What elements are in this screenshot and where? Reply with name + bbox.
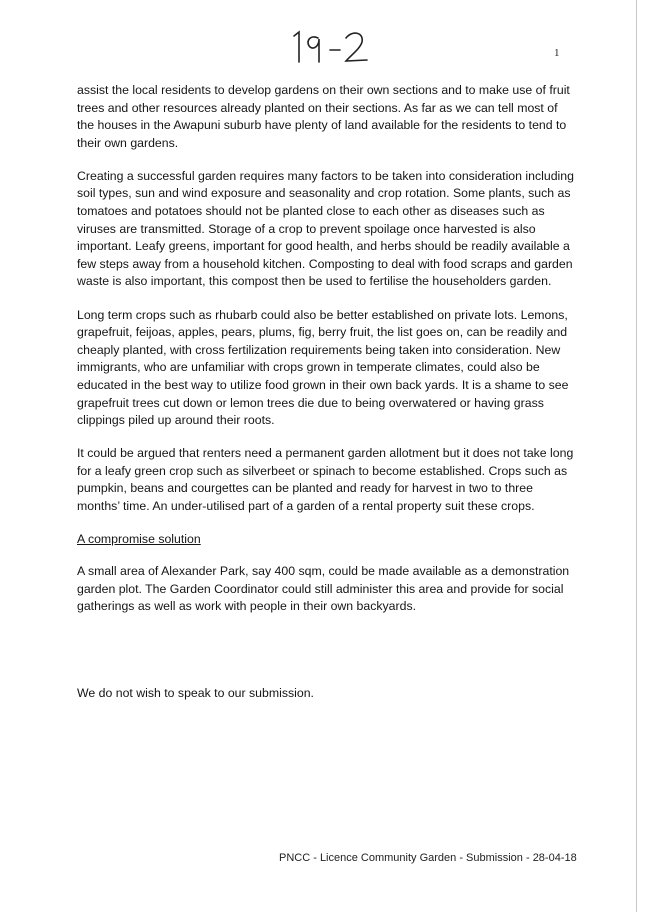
document-body: [77, 82, 577, 631]
paragraph-long-term-crops: Long term crops such as rhubarb could also be better established on private lots. Lemons, grapefruit, feijoas, apples, pears, plums, fig, berry fruit, the list goes on, can be readily and cheaply planted, with cross fertilization requirements being taken into consideration. New immigrants, who are unfamiliar with crops grown in temperate climates, could also be educated in the best way to utilize food grown in their own back yards. It is a shame to see grapefruit trees cut down or lemon trees die due to being overwatered or having grass clippings piled up around their roots.: [77, 307, 569, 428]
handwritten-reference-mark: [288, 28, 388, 74]
page-number: 1: [554, 47, 560, 59]
paragraph-renters: It could be argued that renters need a permanent garden allotment but it does not take long for a leafy green crop such as silverbeet or spinach to become established. Crops such as pumpkin, beans and courgettes can be planted and ready for harvest in two to three months’ time. An under-utilised part of a garden of a rental property suit these crops.: [77, 446, 574, 513]
paragraph-compromise: A small area of Alexander Park, say 400 sqm, could be made available as a demonstration garden plot. The Garden Coordinator could still administer this area and provide for social gatherings as well as work with people in their own backyards.: [77, 564, 570, 614]
paragraph-garden-factors: Creating a successful garden requires many factors to be taken into consideration including soil types, sun and wind exposure and seasonality and crop rotation. Some plants, such as tomatoes and potatoes should not be planted close to each other as diseases such as viruses are transmitted. Storage of a crop to prevent spoilage once harvested is also important. Leafy greens, important for good health, and herbs should be readily available a few steps away from a household kitchen. Composting to deal with food scraps and garden waste is also important, this compost then be used to fertilise the householders garden.: [77, 168, 574, 289]
closing-statement: We do not wish to speak to our submission.: [77, 686, 314, 700]
handwritten-mark-drawing: [288, 28, 388, 74]
page-footer: PNCC - Licence Community Garden - Submission - 28-04-18: [279, 852, 577, 864]
paragraph-continuation: assist the local residents to develop gardens on their own sections and to make use of fruit trees and other resources already planted on their sections. As far as we can tell most of the houses in the Awapuni suburb have plenty of land available for the residents to tend to their own gardens.: [77, 83, 570, 150]
page-edge-line: [636, 0, 637, 912]
section-heading: A compromise solution: [77, 532, 201, 547]
